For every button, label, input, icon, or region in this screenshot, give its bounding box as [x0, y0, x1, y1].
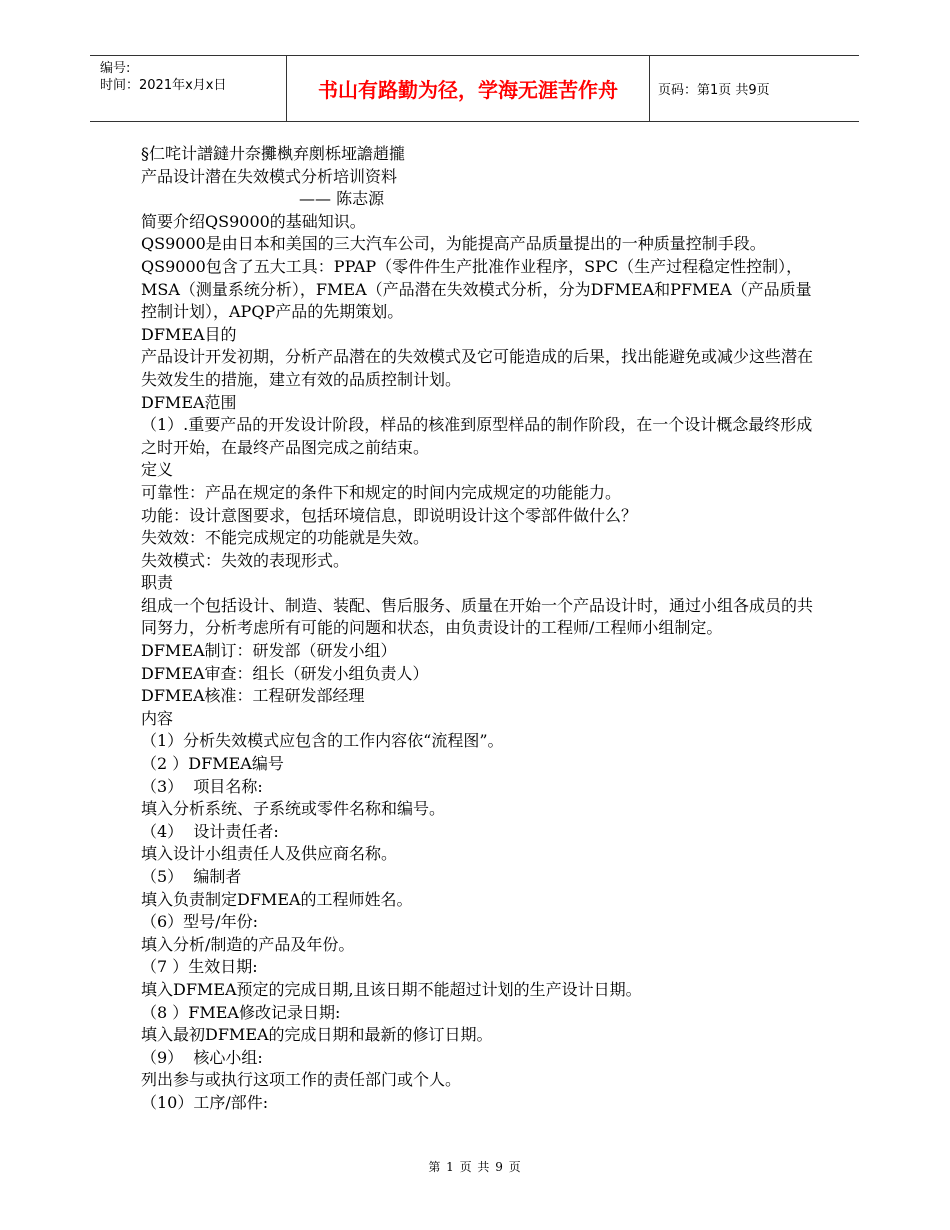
- list-item: （6）型号/年份:: [141, 912, 258, 932]
- paragraph: 填入分析系统、子系统或零件名称和编号。: [141, 799, 446, 819]
- paragraph: 可靠性：产品在规定的条件下和规定的时间内完成规定的功能能力。: [141, 482, 622, 502]
- section-heading: DFMEA范围: [141, 392, 237, 412]
- paragraph: 填入设计小组责任人及供应商名称。: [141, 844, 398, 864]
- section-heading: 职责: [141, 573, 174, 593]
- header-page-number: 页码：第1页 共9页: [658, 83, 770, 98]
- list-item: （4） 设计责任者:: [141, 821, 279, 841]
- paragraph: 失效模式：失效的表现形式。: [141, 550, 350, 570]
- list-item: （3） 项目名称:: [141, 776, 263, 796]
- paragraph: 填入DFMEA预定的完成日期,且该日期不能超过计划的生产设计日期。: [141, 979, 642, 999]
- page-footer: 第 1 页 共 9 页: [428, 1160, 522, 1174]
- paragraph: QS9000是由日本和美国的三大汽车公司，为能提高产品质量提出的一种质量控制手段。QS9000包含了五大工具：PPAP（零件件生产批准作业程序，SPC（生产过程稳定性控制），MSA（测量系统分析），FMEA（产品潜在失效模式分析，分为DFMEA和PFMEA（产品质量控制计划），APQP产品的先期策划。: [141, 234, 812, 322]
- paragraph: 填入分析/制造的产品及年份。: [141, 934, 355, 954]
- document-author: —— 陈志源: [299, 189, 385, 209]
- paragraph: 填入最初DFMEA的完成日期和最新的修订日期。: [141, 1025, 493, 1045]
- list-item: （7 ）生效日期:: [141, 957, 258, 977]
- paragraph: 简要介绍QS9000的基础知识。: [141, 211, 366, 231]
- paragraph: DFMEA核准：工程研发部经理: [141, 686, 365, 706]
- section-heading: 内容: [141, 708, 174, 728]
- list-item: （9） 核心小组:: [141, 1047, 263, 1067]
- paragraph: 产品设计开发初期，分析产品潜在的失效模式及它可能造成的后果，找出能避免或减少这些潜在失效发生的措施，建立有效的品质控制计划。: [141, 347, 814, 389]
- paragraph: DFMEA审查：组长（研发小组负责人）: [141, 663, 429, 683]
- paragraph: 填入负责制定DFMEA的工程师姓名。: [141, 889, 413, 909]
- list-item: （8 ）FMEA修改记录日期:: [141, 1002, 341, 1022]
- page-header: [90, 55, 859, 122]
- paragraph: DFMEA制订：研发部（研发小组）: [141, 641, 397, 661]
- paragraph: （1）.重要产品的开发设计阶段，样品的核准到原型样品的制作阶段，在一个设计概念最终形成之时开始，在最终产品图完成之前结束。: [141, 415, 813, 457]
- document-date-label: 时间：2021年x月x日: [100, 78, 227, 93]
- list-item: （2 ）DFMEA编号: [141, 754, 284, 774]
- document-number-label: 编号:: [100, 61, 131, 76]
- paragraph: 失效效：不能完成规定的功能就是失效。: [141, 528, 430, 548]
- section-heading: 定义: [141, 460, 174, 480]
- paragraph: 组成一个包括设计、制造、装配、售后服务、质量在开始一个产品设计时，通过小组各成员的共同努力，分析考虑所有可能的问题和状态，由负责设计的工程师/工程师小组制定。: [141, 595, 814, 638]
- header-meta: [90, 56, 286, 121]
- paragraph: 功能：设计意图要求，包括环境信息，即说明设计这个零部件做什么？: [141, 505, 638, 525]
- list-item: （1）分析失效模式应包含的工作内容依“流程图”。: [141, 731, 504, 751]
- header-motto: 书山有路勤为径，学海无涯苦作舟: [286, 56, 650, 121]
- paragraph: 列出参与或执行这项工作的责任部门或个人。: [141, 1070, 462, 1090]
- document-title: 产品设计潜在失效模式分析培训资料: [141, 166, 398, 186]
- document-body: [141, 143, 821, 1115]
- section-heading: DFMEA目的: [141, 324, 237, 344]
- garbled-title-line: §仁咤计譜鐽廾奈攤槸弃剫栎垭譫趙攏: [141, 144, 406, 163]
- list-item: （5） 编制者: [141, 867, 242, 886]
- list-item: （10）工序/部件:: [141, 1092, 269, 1112]
